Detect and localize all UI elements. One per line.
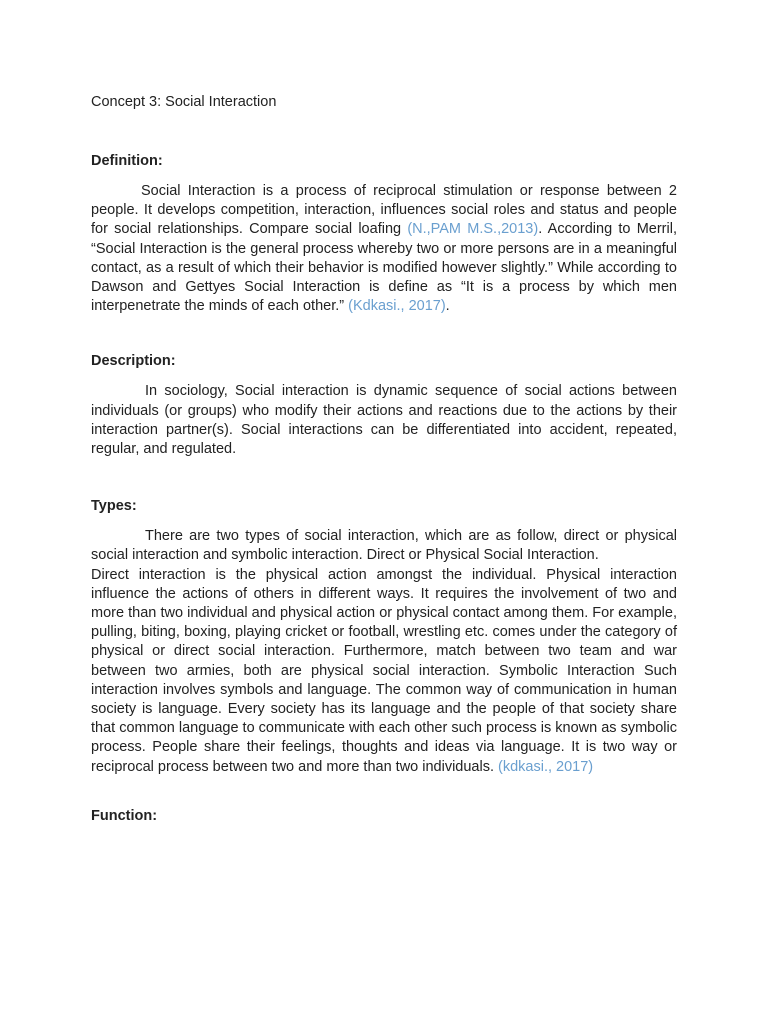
types-text-2: Direct interaction is the physical action amongst the individual. Physical interaction influence the actions of others in different ways. It requires the involvement of two and more than two individual and physical action or physical contact among them. For example, pulling, biting, boxing, playing cricket or football, wrestling etc. comes under the category of physical or direct social interaction. Furthermore, match between two team and war between two armies, both are physical social interaction. Symbolic Interaction Such interaction involves symbols and language. The common way of communication in human society is language. Every society has its language and the people of that society share that common language to communicate with each other such process is known as symbolic process. People share their feelings, thoughts and ideas via language. It is two way or reciprocal process between two and more than two individuals. [91,566,677,775]
spacer [91,777,677,807]
description-paragraph: In sociology, Social interaction is dynamic sequence of social actions between individuals (or groups) who modify their actions and reactions due to the actions by their interaction partner(s). Social interactions can be differentiated into accident, repeated, regular, and regulated. [91,383,677,458]
types-paragraph-1: There are two types of social interaction, which are as follow, direct or physical social interaction and symbolic interaction. Direct or Physical Social Interaction. [91,528,677,564]
function-heading: Function: [91,807,158,824]
citation-link[interactable]: (kdkasi., 2017) [498,758,594,775]
citation-link[interactable]: (Kdkasi., 2017) [348,298,446,315]
document-title: Concept 3: Social Interaction [91,94,277,110]
definition-heading: Definition: [91,153,163,169]
definition-paragraph [91,182,677,316]
definition-text-3: . [445,298,450,315]
description-heading: Description: [91,353,176,370]
citation-link[interactable]: (N.,PAM M.S.,2013) [407,221,539,238]
spacer [91,316,677,352]
definition-text-2: . According to Merril, “Social Interaction is the general process whereby two or more persons are in a meaningful contact, as a result of which their behavior is modified however slightly.” While according to Dawson and Gettyes Social Interaction is define as “It is a process by which men interpenetrate the minds of each other.” [91,221,677,315]
types-heading: Types: [91,498,137,515]
spacer [91,459,677,497]
types-paragraph-2 [91,566,677,777]
definition-text-1: Social Interaction is a process of reciprocal stimulation or response between 2 people. It develops competition, interaction, influences social roles and status and people for social relationships. Compare social loafing [91,183,677,238]
